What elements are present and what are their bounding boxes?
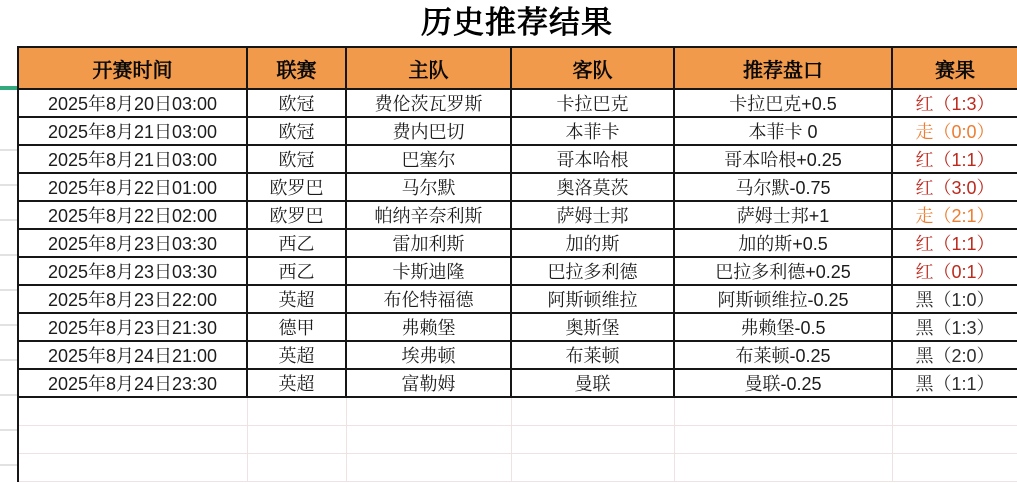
empty-grid-row[interactable] (19, 398, 1017, 426)
cell-time[interactable]: 2025年8月21日03:00 (19, 118, 248, 144)
cell-league[interactable]: 德甲 (248, 314, 347, 340)
cell-home[interactable]: 卡斯迪隆 (347, 258, 512, 284)
cell-handicap[interactable]: 巴拉多利德+0.25 (675, 258, 893, 284)
empty-cell[interactable] (893, 454, 1017, 481)
page-title: 历史推荐结果 (421, 5, 613, 40)
empty-grid-row[interactable] (19, 454, 1017, 482)
cell-result[interactable]: 红（3:0） (915, 178, 995, 198)
cell-time[interactable]: 2025年8月23日22:00 (19, 286, 248, 312)
cell-handicap[interactable]: 本菲卡 0 (675, 118, 893, 144)
empty-cell[interactable] (19, 426, 248, 453)
cell-handicap[interactable]: 哥本哈根+0.25 (675, 146, 893, 172)
empty-cell[interactable] (675, 398, 893, 425)
freeze-indicator (0, 86, 17, 90)
cell-time[interactable]: 2025年8月21日03:00 (19, 146, 248, 172)
cell-league[interactable]: 西乙 (248, 258, 347, 284)
column-header-time[interactable]: 开赛时间 (19, 48, 248, 88)
table-row (19, 370, 1017, 398)
table-row (19, 230, 1017, 258)
cell-away[interactable]: 布莱顿 (512, 342, 675, 368)
table-row (19, 174, 1017, 202)
cell-result[interactable]: 红（0:1） (915, 262, 995, 282)
cell-result[interactable]: 黑（2:0） (915, 346, 995, 366)
cell-handicap[interactable]: 马尔默-0.75 (675, 174, 893, 200)
cell-result[interactable]: 黑（1:3） (915, 318, 995, 338)
cell-result[interactable]: 红（1:1） (915, 150, 995, 170)
cell-result[interactable]: 黑（1:1） (915, 374, 995, 394)
cell-result[interactable]: 走（0:0） (915, 122, 995, 142)
cell-away[interactable]: 本菲卡 (512, 118, 675, 144)
empty-cell[interactable] (512, 454, 675, 481)
table-row (19, 286, 1017, 314)
table-row (19, 342, 1017, 370)
results-table (17, 46, 1017, 482)
cell-away[interactable]: 哥本哈根 (512, 146, 675, 172)
cell-away[interactable]: 卡拉巴克 (512, 90, 675, 116)
cell-time[interactable]: 2025年8月23日03:30 (19, 230, 248, 256)
cell-time[interactable]: 2025年8月20日03:00 (19, 90, 248, 116)
table-row (19, 314, 1017, 342)
empty-cell[interactable] (347, 454, 512, 481)
empty-cell[interactable] (512, 398, 675, 425)
table-header-row (19, 46, 1017, 90)
empty-cell[interactable] (248, 398, 347, 425)
table-row (19, 146, 1017, 174)
cell-home[interactable]: 富勒姆 (347, 370, 512, 396)
cell-handicap[interactable]: 阿斯顿维拉-0.25 (675, 286, 893, 312)
cell-away[interactable]: 奥斯堡 (512, 314, 675, 340)
cell-home[interactable]: 费内巴切 (347, 118, 512, 144)
cell-league[interactable]: 欧罗巴 (248, 202, 347, 228)
cell-home[interactable]: 埃弗顿 (347, 342, 512, 368)
cell-home[interactable]: 费伦茨瓦罗斯 (347, 90, 512, 116)
cell-away[interactable]: 奥洛莫茨 (512, 174, 675, 200)
column-header-result[interactable]: 赛果 (935, 59, 975, 82)
cell-league[interactable]: 西乙 (248, 230, 347, 256)
cell-handicap[interactable]: 萨姆士邦+1 (675, 202, 893, 228)
cell-time[interactable]: 2025年8月24日21:00 (19, 342, 248, 368)
empty-cell[interactable] (248, 454, 347, 481)
cell-league[interactable]: 英超 (248, 342, 347, 368)
cell-away[interactable]: 加的斯 (512, 230, 675, 256)
cell-league[interactable]: 欧罗巴 (248, 174, 347, 200)
cell-home[interactable]: 布伦特福德 (347, 286, 512, 312)
cell-result[interactable]: 红（1:1） (915, 234, 995, 254)
table-row (19, 202, 1017, 230)
cell-home[interactable]: 弗赖堡 (347, 314, 512, 340)
cell-league[interactable]: 欧冠 (248, 90, 347, 116)
cell-home[interactable]: 帕纳辛奈利斯 (347, 202, 512, 228)
cell-time[interactable]: 2025年8月22日02:00 (19, 202, 248, 228)
cell-away[interactable]: 阿斯顿维拉 (512, 286, 675, 312)
empty-cell[interactable] (19, 454, 248, 481)
empty-cell[interactable] (19, 398, 248, 425)
cell-time[interactable]: 2025年8月23日21:30 (19, 314, 248, 340)
table-row (19, 90, 1017, 118)
cell-league[interactable]: 英超 (248, 286, 347, 312)
empty-cell[interactable] (347, 398, 512, 425)
empty-cell[interactable] (347, 426, 512, 453)
column-header-home[interactable]: 主队 (347, 48, 512, 88)
empty-cell[interactable] (512, 426, 675, 453)
cell-away[interactable]: 萨姆士邦 (512, 202, 675, 228)
column-header-league[interactable]: 联赛 (248, 48, 347, 88)
empty-grid-rows (19, 398, 1017, 482)
row-gutter (0, 0, 17, 483)
cell-league[interactable]: 欧冠 (248, 118, 347, 144)
empty-cell[interactable] (893, 398, 1017, 425)
column-header-handicap[interactable]: 推荐盘口 (675, 48, 893, 88)
cell-time[interactable]: 2025年8月23日03:30 (19, 258, 248, 284)
cell-handicap[interactable]: 布莱顿-0.25 (675, 342, 893, 368)
table-row (19, 118, 1017, 146)
cell-result[interactable]: 走（2:1） (915, 206, 995, 226)
empty-cell[interactable] (675, 454, 893, 481)
cell-handicap[interactable]: 加的斯+0.5 (675, 230, 893, 256)
cell-result[interactable]: 黑（1:0） (915, 290, 995, 310)
cell-result[interactable]: 红（1:3） (915, 94, 995, 114)
cell-home[interactable]: 雷加利斯 (347, 230, 512, 256)
cell-home[interactable]: 马尔默 (347, 174, 512, 200)
cell-away[interactable]: 曼联 (512, 370, 675, 396)
column-header-away[interactable]: 客队 (512, 48, 675, 88)
table-row (19, 258, 1017, 286)
empty-grid-row[interactable] (19, 426, 1017, 454)
empty-cell[interactable] (893, 426, 1017, 453)
empty-cell[interactable] (675, 426, 893, 453)
cell-handicap[interactable]: 弗赖堡-0.5 (675, 314, 893, 340)
cell-time[interactable]: 2025年8月24日23:30 (19, 370, 248, 396)
cell-time[interactable]: 2025年8月22日01:00 (19, 174, 248, 200)
table-body (19, 90, 1017, 398)
cell-league[interactable]: 英超 (248, 370, 347, 396)
cell-away[interactable]: 巴拉多利德 (512, 258, 675, 284)
cell-handicap[interactable]: 曼联-0.25 (675, 370, 893, 396)
cell-handicap[interactable]: 卡拉巴克+0.5 (675, 90, 893, 116)
cell-home[interactable]: 巴塞尔 (347, 146, 512, 172)
empty-cell[interactable] (248, 426, 347, 453)
cell-league[interactable]: 欧冠 (248, 146, 347, 172)
